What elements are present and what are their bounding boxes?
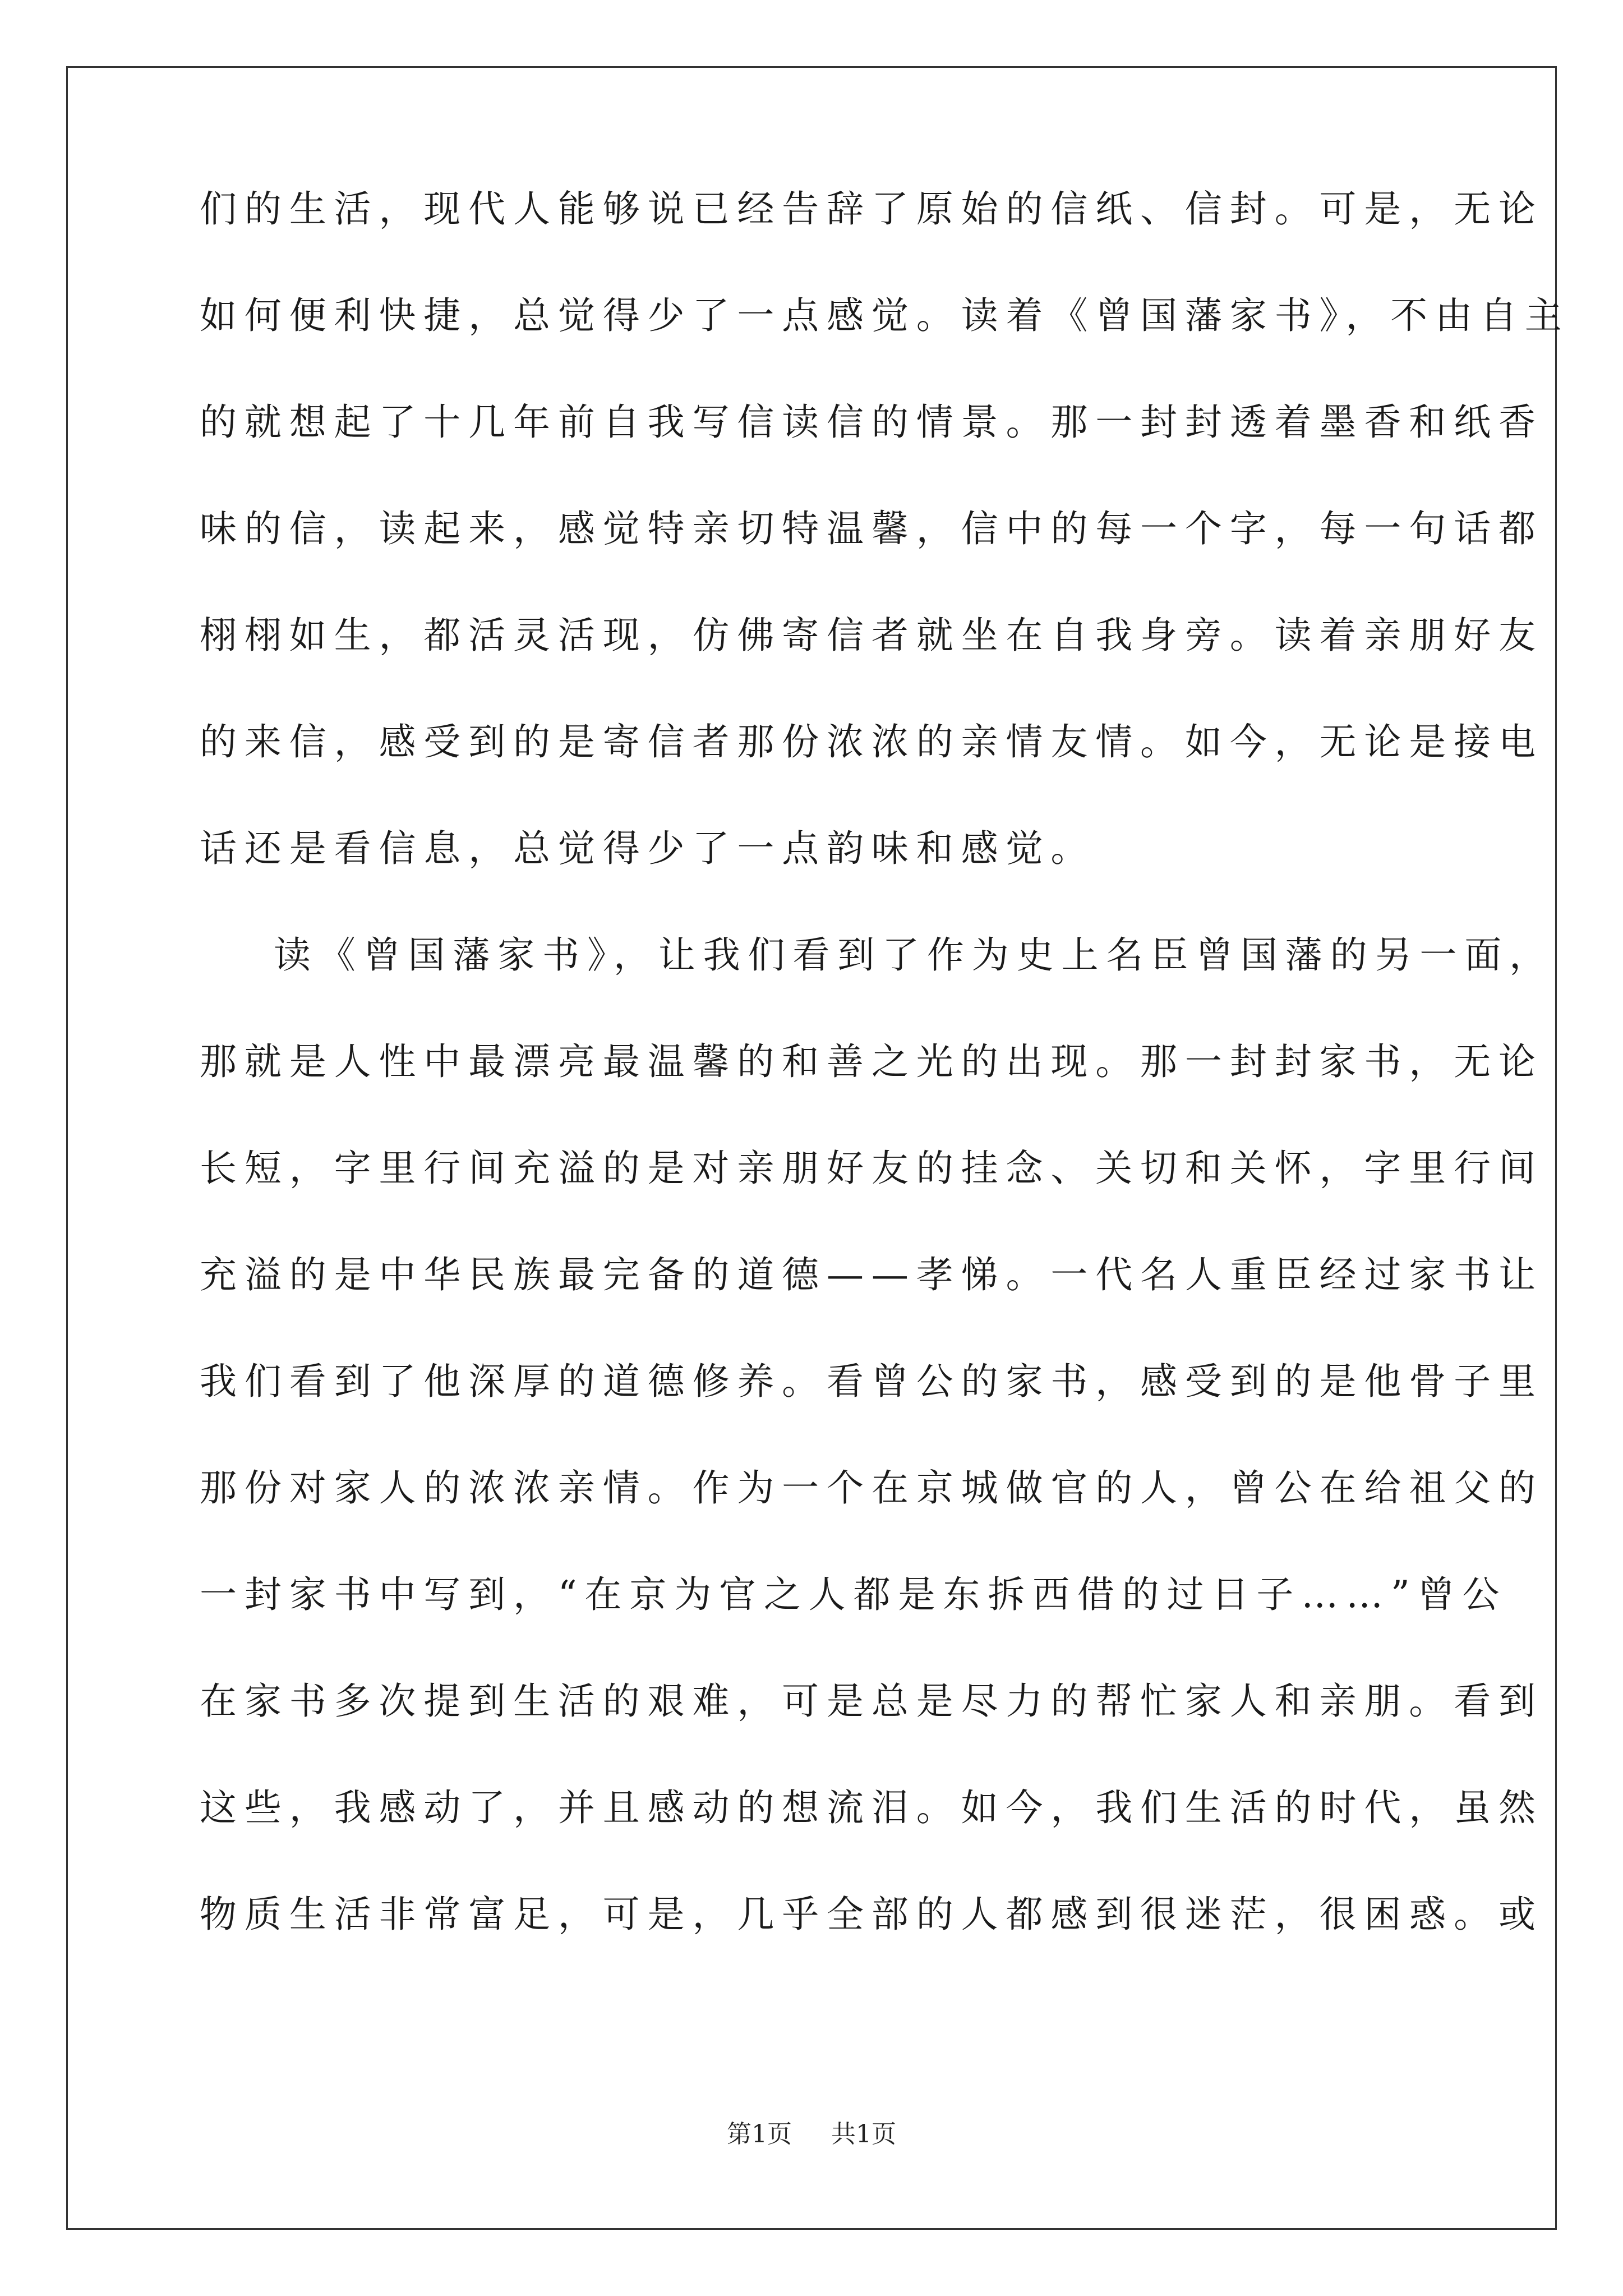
document-body xyxy=(200,187,1570,2003)
paragraph-start-line: 读《曾国藩家书》，让我们看到了作为史上名臣曾国藩的另一面， xyxy=(274,933,1554,977)
text-line: 我们看到了他深厚的道德修养。看曾公的家书，感受到的是他骨子里 xyxy=(200,1360,1543,1403)
text-line: 在家书多次提到生活的艰难，可是总是尽力的帮忙家人和亲朋。看到 xyxy=(200,1680,1543,1723)
text-line: 话还是看信息，总觉得少了一点韵味和感觉。 xyxy=(200,827,1096,870)
page-footer xyxy=(0,2122,1623,2147)
text-line: 充溢的是中华民族最完备的道德——孝悌。一代名人重臣经过家书让 xyxy=(200,1253,1543,1296)
page-number-total: 共1页 xyxy=(831,2120,896,2148)
text-line: 栩栩如生，都活灵活现，仿佛寄信者就坐在自我身旁。读着亲朋好友 xyxy=(200,614,1543,657)
text-line: 一封家书中写到，“在京为官之人都是东拆西借的过日子……”曾公 xyxy=(200,1573,1507,1616)
text-line: 物质生活非常富足，可是，几乎全部的人都感到很迷茫，很困惑。或 xyxy=(200,1893,1543,1936)
page-number-current: 第1页 xyxy=(727,2120,792,2148)
text-line: 味的信，读起来，感觉特亲切特温馨，信中的每一个字，每一句话都 xyxy=(200,507,1543,550)
text-line: 那份对家人的浓浓亲情。作为一个在京城做官的人，曾公在给祖父的 xyxy=(200,1466,1543,1510)
text-line: 们的生活，现代人能够说已经告辞了原始的信纸、信封。可是，无论 xyxy=(200,187,1543,231)
text-line: 那就是人性中最漂亮最温馨的和善之光的出现。那一封封家书，无论 xyxy=(200,1040,1543,1083)
text-line: 如何便利快捷，总觉得少了一点感觉。读着《曾国藩家书》，不由自主 xyxy=(200,294,1570,337)
text-line: 这些，我感动了，并且感动的想流泪。如今，我们生活的时代，虽然 xyxy=(200,1786,1543,1829)
text-line: 的就想起了十几年前自我写信读信的情景。那一封封透着墨香和纸香 xyxy=(200,401,1543,444)
text-line: 的来信，感受到的是寄信者那份浓浓的亲情友情。如今，无论是接电 xyxy=(200,720,1543,763)
text-line: 长短，字里行间充溢的是对亲朋好友的挂念、关切和关怀，字里行间 xyxy=(200,1147,1543,1190)
